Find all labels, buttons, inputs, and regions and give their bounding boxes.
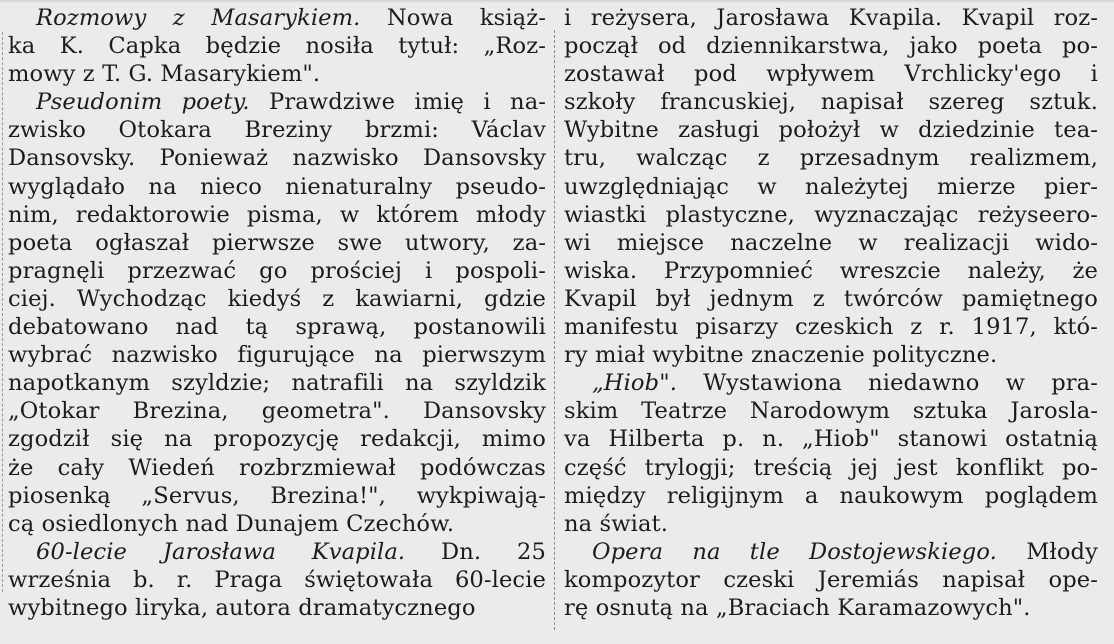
right-column-line: począł od dziennikarstwa, jako poeta po- [564,33,1098,60]
right-text-column [564,4,1098,622]
left-column-line: pragnęli przezwać go prościej i pospoli- [8,257,546,284]
left-column-line: wybrać nazwisko figurujące na pierwszym [8,342,546,369]
right-column-line: na świat. [564,510,668,537]
right-column-line: kompozytor czeski Jeremiás napisał ope- [564,566,1098,593]
left-column-line-rest: Dn. 25 [405,538,546,565]
right-column-line: i reżysera, Jarosława Kvapila. Kvapil roz- [564,5,1098,31]
left-column-line: „Otokar Brezina, geometra". Dansovsky [8,398,546,425]
column-divider [554,30,556,630]
left-column-line: Dansovsky. Ponieważ nazwisko Dansovsky [8,145,546,172]
right-column-line [564,369,1098,397]
left-column-line: mowy z T. G. Masarykiem". [8,61,321,88]
right-column-line: Wybitne zasługi położył w dziedzinie tea- [564,117,1098,144]
right-column-line: uwzględniając w należytej mierze pier- [564,173,1098,200]
left-column-line-rest: Nowa książ- [360,5,546,31]
left-column-line: debatowano nad tą sprawą, postanowili [8,314,546,341]
right-column-line: wiska. Przypomnieć wreszcie należy, że [564,257,1098,284]
right-column-line: va Hilberta p. n. „Hiob" stanowi ostatnią [564,426,1098,453]
right-column-line: zostawał pod wpływem Vrchlicky'ego i [564,61,1098,88]
left-column-heading: Rozmowy z Masarykiem. [36,5,361,31]
left-column-line: poeta ogłaszał pierwsze swe utwory, za- [8,229,546,256]
left-column-line: zgodził się na propozycję redakcji, mimo [8,426,546,453]
left-column-line: że cały Wiedeń rozbrzmiewał podówczas [8,454,546,481]
left-margin-rule [2,32,4,592]
right-column-line: skim Teatrze Narodowym sztuka Jarosla- [564,398,1098,425]
left-column-heading: 60-lecie Jarosława Kvapila. [36,538,406,565]
right-column-line [564,538,1098,566]
left-column-line: napotkanym szyldzie; natrafili na szyldzik [8,370,546,397]
left-column-line: zwisko Otokara Breziny brzmi: Václav [8,117,546,144]
left-column-line-rest: Prawdziwe imię i na- [249,89,546,116]
left-column-line: ciej. Wychodząc kiedyś z kawiarni, gdzie [8,285,546,312]
left-column-line: wybitnego liryka, autora dramatycznego [8,594,476,621]
left-column-line: nim, redaktorowie pisma, w którem młody [8,201,546,228]
left-column-line: wyglądało na nieco nienaturalny pseudo- [8,173,546,200]
left-column-line [8,88,546,116]
right-column-line: szkoły francuskiej, napisał szereg sztuk. [564,89,1098,116]
left-column-line: września b. r. Praga świętowała 60-lecie [8,566,546,593]
right-column-line: wi miejsce naczelne w realizacji wido- [564,229,1098,256]
right-column-line: rę osnutą na „Braciach Karamazowych". [564,594,1031,621]
right-column-line: część trylogji; treścią jej jest konflikt po- [564,454,1098,481]
left-column-line [8,538,546,566]
left-column-line: cą osiedlonych nad Dunajem Czechów. [8,510,455,537]
left-column-line: ka K. Capka będzie nosiła tytuł: „Roz- [8,33,546,60]
right-column-line: tru, walcząc z przesadnym realizmem, [564,145,1098,172]
left-column-line: piosenką „Servus, Brezina!", wykpiwają- [8,482,546,509]
right-column-line: ry miał wybitne znaczenie polityczne. [564,342,998,369]
right-column-line: Kvapil był jednym z twórców pamiętnego [564,285,1098,312]
right-column-line: między religijnym a naukowym poglądem [564,482,1098,509]
right-column-heading: Opera na tle Dostojewskiego. [592,538,997,565]
right-column-heading: „Hiob". [592,370,677,397]
left-column-heading: Pseudonim poety. [36,89,250,116]
right-column-line: manifestu pisarzy czeskich z r. 1917, któ- [564,314,1098,341]
page-top-edge [0,0,1114,3]
left-text-column [8,4,546,622]
right-column-line-rest: Młody [996,538,1098,565]
left-column-line [8,4,546,32]
right-column-line-rest: Wystawiona niedawno w pra- [676,370,1098,397]
right-column-line: wiastki plastyczne, wyznaczając reżyseero- [564,201,1098,228]
